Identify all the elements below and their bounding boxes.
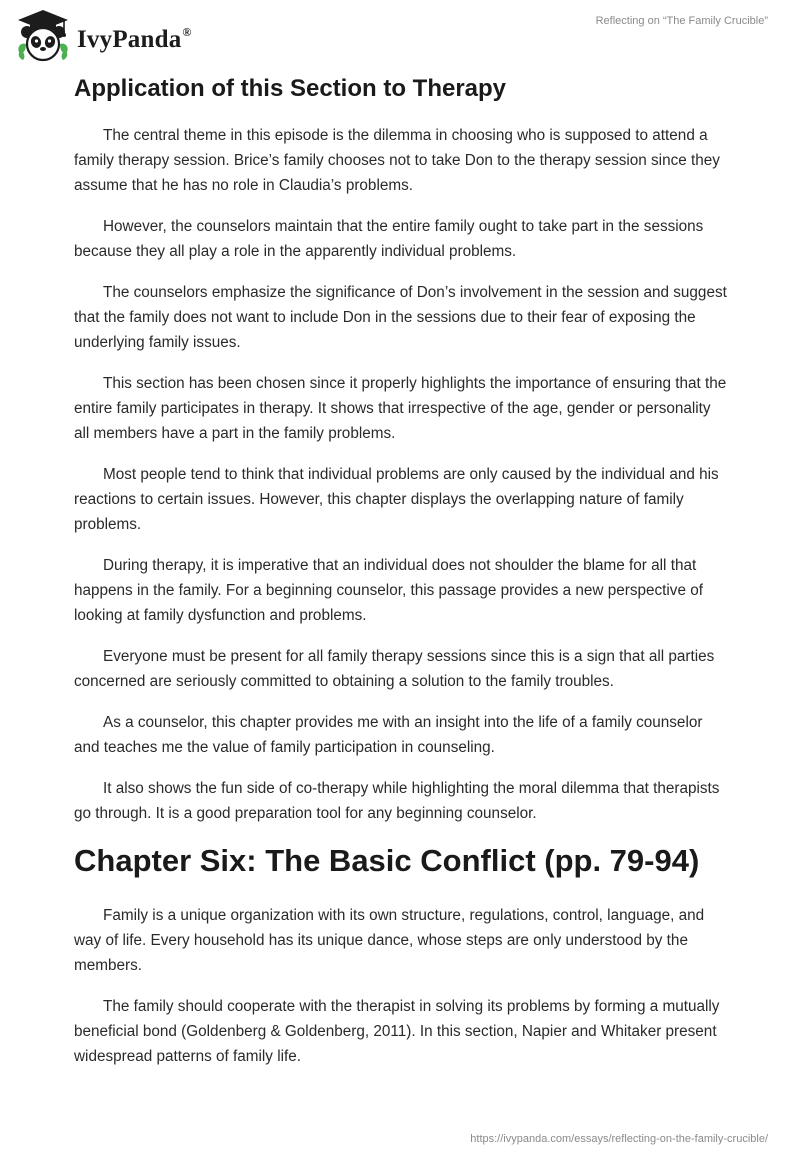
chapter-heading: Chapter Six: The Basic Conflict (pp. 79-94) — [74, 843, 700, 878]
essay-content — [74, 74, 729, 1085]
source-url[interactable]: https://ivypanda.com/essays/reflecting-on-the-family-crucible/ — [470, 1133, 768, 1145]
panda-graduate-icon — [14, 8, 72, 64]
paragraph: During therapy, it is imperative that an individual does not shoulder the blame for all that happens in the family. For a beginning counselor, this passage provides a new perspective of looking at family dysfunction and problems. — [74, 557, 703, 624]
paragraph: The central theme in this episode is the dilemma in choosing who is supposed to attend a family therapy session. Brice’s family chooses not to take Don to the therapy session since they assume that he has no role in Claudia’s problems. — [74, 127, 720, 194]
paragraph: Most people tend to think that individual problems are only caused by the individual and his reactions to certain issues. However, this chapter displays the overlapping nature of family problems. — [74, 466, 719, 533]
paragraph: It also shows the fun side of co-therapy while highlighting the moral dilemma that therapists go through. It is a good preparation tool for any beginning counselor. — [74, 780, 720, 822]
document-title: Reflecting on “The Family Crucible” — [595, 15, 768, 27]
ivypanda-logo[interactable] — [14, 8, 192, 64]
paragraph: This section has been chosen since it properly highlights the importance of ensuring that the entire family participates in therapy. It shows that irrespective of the age, gender or personality all members have a part in the family problems. — [74, 375, 727, 442]
registered-mark: ® — [182, 24, 192, 39]
section-heading-application: Application of this Section to Therapy — [74, 75, 507, 102]
paragraph: As a counselor, this chapter provides me with an insight into the life of a family counselor and teaches me the value of family participation in counseling. — [74, 714, 703, 756]
paragraph: The family should cooperate with the therapist in solving its problems by forming a mutually beneficial bond (Goldenberg & Goldenberg, 2011). In this section, Napier and Whitaker present widespread patterns of family life. — [74, 998, 720, 1065]
page-header — [0, 0, 800, 70]
paragraph: Everyone must be present for all family therapy sessions since this is a sign that all parties concerned are seriously committed to obtaining a solution to the family troubles. — [74, 648, 715, 690]
brand-name: IvyPanda® — [77, 24, 192, 53]
paragraph: However, the counselors maintain that the entire family ought to take part in the sessions because they all play a role in the apparently individual problems. — [74, 218, 704, 260]
paragraph: The counselors emphasize the significance of Don’s involvement in the session and suggest that the family does not want to include Don in the sessions due to their fear of exposing the underlying family issues. — [74, 284, 727, 351]
paragraph: Family is a unique organization with its own structure, regulations, control, language, and way of life. Every household has its unique dance, whose steps are only understood by the members. — [74, 907, 705, 974]
